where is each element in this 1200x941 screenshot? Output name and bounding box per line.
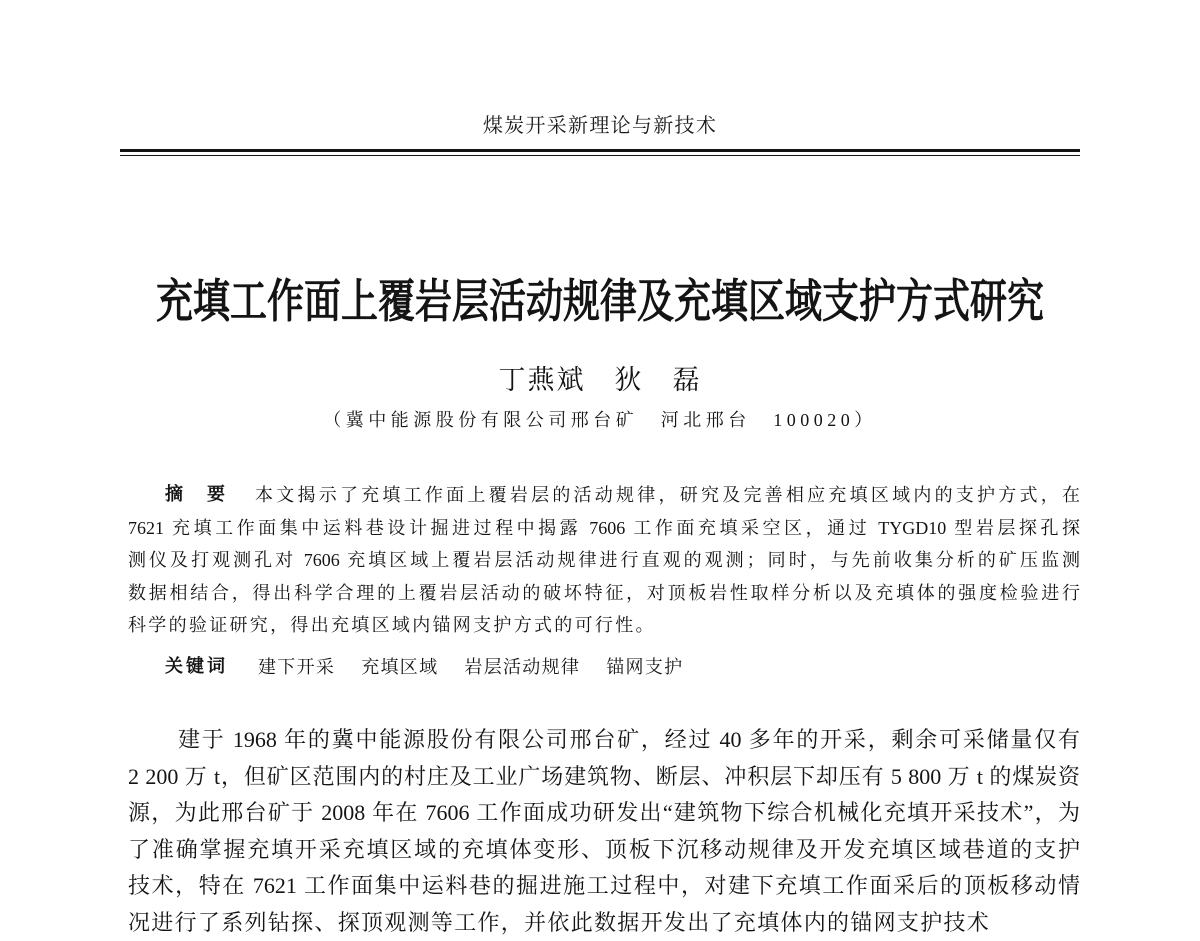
running-header: 煤炭开采新理论与新技术	[482, 113, 718, 137]
authors: 丁燕斌 狄 磊	[498, 365, 702, 395]
header-rule-thick	[120, 149, 1080, 152]
body-line-cut-off: 况进行了系列钻探、探顶观测等工作，并依此数据开发出了充填体内的锚网支护技术	[128, 909, 991, 935]
keyword: 岩层活动规律	[464, 657, 581, 677]
abstract-line: 测仪及打观测孔对 7606 充填区域上覆岩层活动规律进行直观的观测；同时，与先前收集分析的矿压监测	[128, 550, 1080, 570]
abstract-line: 7621 充填工作面集中运料巷设计掘进过程中揭露 7606 工作面充填采空区，通过 TYGD10 型岩层探孔探	[128, 517, 1080, 538]
keyword: 建下开采	[258, 657, 336, 677]
abstract-line: 数据相结合，得出科学合理的上覆岩层活动的破坏特征，对顶板岩性取样分析以及充填体的强度检验进行	[128, 582, 1080, 603]
body-paragraph	[128, 722, 1080, 935]
keywords-label: 关键词	[165, 656, 228, 677]
affiliation: （冀中能源股份有限公司邢台矿 河北邢台 100020）	[323, 410, 877, 430]
body-line: 2 200 万 t，但矿区范围内的村庄及工业广场建筑物、断层、冲积层下却压有 5 800 万 t 的煤炭资	[128, 763, 1080, 789]
paper-title: 充填工作面上覆岩层活动规律及充填区域支护方式研究	[156, 274, 1044, 329]
body-line: 源，为此邢台矿于 2008 年在 7606 工作面成功研发出“建筑物下综合机械化充填开采技术”，为	[128, 800, 1080, 825]
abstract-line: 本文揭示了充填工作面上覆岩层的活动规律，研究及完善相应充填区域内的支护方式，在	[255, 485, 1080, 505]
abstract-line: 科学的验证研究，得出充填区域内锚网支护方式的可行性。	[128, 615, 656, 635]
keyword: 充填区域	[361, 657, 439, 677]
body-line: 技术，特在 7621 工作面集中运料巷的掘进施工过程中，对建下充填工作面采后的顶板移动情	[128, 873, 1080, 898]
header-rule-thin	[120, 155, 1080, 156]
abstract	[128, 479, 1080, 642]
abstract-first-line	[128, 479, 1080, 512]
keywords-line	[165, 651, 709, 684]
body-line: 了准确掌握充填开采充填区域的充填体变形、顶板下沉移动规律及开发充填区域巷道的支护	[128, 836, 1080, 862]
body-line: 建于 1968 年的冀中能源股份有限公司邢台矿，经过 40 多年的开采，剩余可采储量仅有	[178, 727, 1080, 752]
keyword: 锚网支护	[606, 657, 684, 677]
abstract-label: 摘 要	[165, 484, 228, 505]
